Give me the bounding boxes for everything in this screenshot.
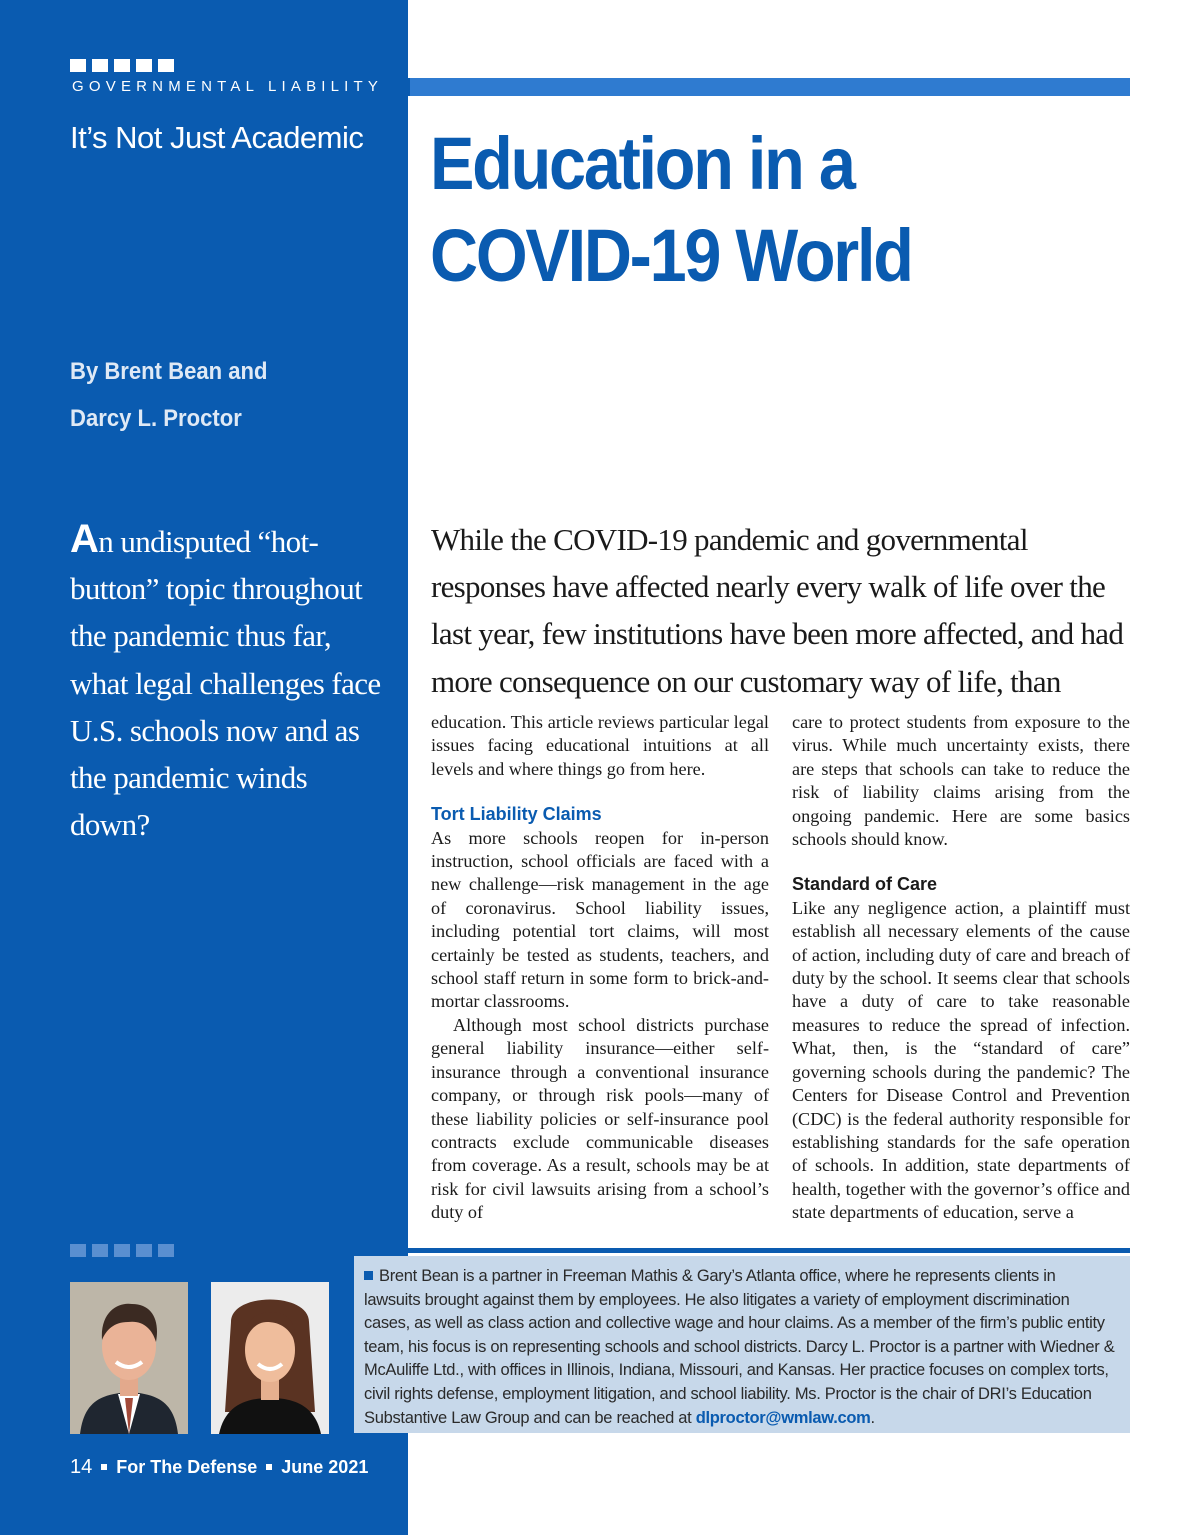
subheading-standard-of-care: Standard of Care [792, 874, 938, 895]
subheading-tort-liability: Tort Liability Claims [431, 804, 602, 825]
author-photo-brent-bean [70, 1282, 188, 1434]
title-line-2: COVID-19 World [430, 214, 912, 297]
pullquote-dropcap: A [70, 517, 99, 561]
byline-line-1: By Brent Bean and [70, 358, 268, 385]
lede-paragraph: While the COVID-19 pandemic and governmental responses have affected nearly every walk of life over the last year, few institutions have been more affected, and had more consequence on our customary way of life, than [431, 522, 1124, 699]
separator-icon [101, 1464, 107, 1470]
email-link[interactable]: dlproctor@wmlaw.com [695, 1408, 871, 1427]
bio-divider [185, 1248, 1130, 1253]
publication-name: For The Defense [116, 1457, 258, 1477]
paragraph: Although most school districts purchase general liability insurance—either self-insurance through a conventional insurance company, or through risk pools—many of these liability policies or self-insurance pool contracts exclude communicable diseases from coverage. As a result, schools may be at risk for civil lawsuits arising from a school’s duty of [431, 1014, 769, 1223]
article-title [430, 118, 1170, 302]
title-line-1: Education in a [430, 122, 854, 205]
author-photo-darcy-proctor [211, 1282, 329, 1434]
paragraph: Like any negligence action, a plaintiff must establish all necessary elements of the cause of action, including duty of care and breach of duty by the school. It seems clear that schools have a duty of care to take reasonable measures to reduce the spread of infection. What, then, is the “standard of care” governing schools during the pandemic? The Centers for Disease Control and Prevention (CDC) is the federal authority responsible for establishing standards for the safe operation of schools. In addition, state departments of health, together with the governor’s office and state departments of education, serve a [792, 897, 1130, 1223]
body-column-2 [792, 711, 1130, 1225]
paragraph: education. This article reviews particular legal issues facing educational intuitions at all levels and where things go from here. [431, 712, 769, 779]
pullquote-text: n undisputed “hot-button” topic throughout the pandemic thus far, what legal challenges face U.S. schools now and as the pandemic winds down? [70, 524, 381, 843]
separator-icon [266, 1464, 272, 1470]
bio-end: . [870, 1408, 875, 1427]
paragraph: As more schools reopen for in-person instruction, school officials are faced with a new challenge—risk management in the age of coronavirus. School liability issues, including potential tort claims, will most certainly be tested as students, teachers, and school staff return in some form to brick-and-mortar classrooms. [431, 827, 769, 1012]
paragraph: care to protect students from exposure to the virus. While much uncertainty exists, there are steps that schools can take to reduce the risk of liability claims arising from the ongoing pandemic. Here are some basics schools should know. [792, 712, 1130, 850]
section-label: GOVERNMENTAL LIABILITY [72, 78, 384, 95]
bio-squares [70, 1244, 174, 1257]
bio-text: Brent Bean is a partner in Freeman Mathis & Gary’s Atlanta office, where he represents clients in lawsuits brought against them by employees. He also litigates a variety of employment discrimination cases, as well as class action and collective wage and hour claims. As a member of the firm’s public entity team, his focus is on representing schools and school districts. Darcy L. Proctor is a partner with Wiedner & McAuliffe Ltd., with offices in Illinois, Indiana, Missouri, and Kansas. Her practice focuses on complex torts, civil rights defense, employment litigation, and school liability. Ms. Proctor is the chair of DRI’s Education Substantive Law Group and can be reached at [364, 1267, 1115, 1427]
page-number: 14 [70, 1456, 93, 1478]
page-footer [70, 1456, 368, 1479]
pullquote [70, 516, 390, 848]
kicker: It’s Not Just Academic [70, 120, 364, 155]
author-bio [364, 1265, 1116, 1430]
section-label-bar [70, 78, 1130, 96]
byline-line-2: Darcy L. Proctor [70, 405, 242, 432]
bio-bullet-icon [364, 1271, 373, 1280]
body-column-1 [431, 711, 769, 1225]
byline [70, 348, 285, 442]
section-squares [70, 59, 174, 72]
issue-date: June 2021 [281, 1457, 369, 1477]
